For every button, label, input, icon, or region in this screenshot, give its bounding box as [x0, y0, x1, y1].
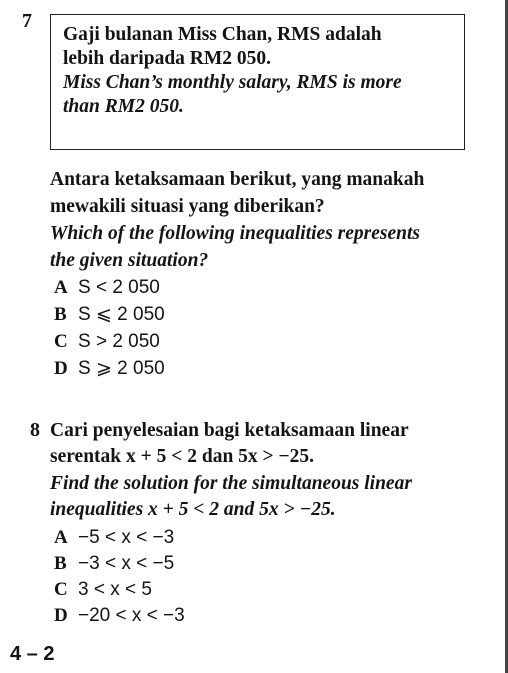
option-text: S < 2 050 — [78, 277, 160, 298]
option-letter: D — [54, 605, 68, 626]
question-8-stem-malay-1: Cari penyelesaian bagi ketaksamaan linear — [50, 420, 409, 441]
option-letter: A — [54, 527, 68, 548]
question-7-option-a[interactable] — [54, 276, 160, 300]
question-7-stem-english-2: the given situation? — [50, 250, 209, 271]
option-text: S ⩽ 2 050 — [78, 304, 165, 325]
option-letter: A — [54, 277, 68, 298]
option-letter: C — [54, 331, 68, 352]
page-number: 4 – 2 — [10, 643, 55, 665]
info-box-line-2: lebih daripada RM2 050. — [63, 48, 272, 69]
question-7-number: 7 — [22, 10, 32, 32]
question-8-option-c[interactable] — [54, 578, 152, 602]
question-8-number: 8 — [30, 419, 40, 441]
question-8-stem-english-2: inequalities x + 5 < 2 and 5x > −25. — [50, 499, 336, 520]
question-8-stem-malay-2: serentak x + 5 < 2 dan 5x > −25. — [50, 446, 315, 467]
question-8-stem-english-1: Find the solution for the simultaneous linear — [50, 473, 412, 494]
question-7-stem-malay-1: Antara ketaksamaan berikut, yang manakah — [50, 169, 425, 190]
question-7-stem-malay-2: mewakili situasi yang diberikan? — [50, 196, 325, 217]
question-7-option-b[interactable] — [54, 303, 165, 327]
info-box-line-1: Gaji bulanan Miss Chan, RMS adalah — [63, 24, 382, 45]
question-7-info-box — [50, 14, 465, 150]
question-8-option-d[interactable] — [54, 604, 185, 628]
option-text: −20 < x < −3 — [78, 605, 185, 626]
question-7-option-c[interactable] — [54, 330, 160, 354]
option-text: S > 2 050 — [78, 331, 160, 352]
option-letter: B — [54, 553, 67, 574]
info-box-line-3: Miss Chan’s monthly salary, RMS is more — [63, 72, 402, 93]
info-box-line-4: than RM2 050. — [63, 96, 184, 117]
option-letter: D — [54, 358, 68, 379]
option-text: −5 < x < −3 — [78, 527, 175, 548]
option-text: 3 < x < 5 — [78, 579, 152, 600]
option-text: S ⩾ 2 050 — [78, 358, 165, 379]
question-7-option-d[interactable] — [54, 357, 165, 381]
question-8-option-a[interactable] — [54, 526, 174, 550]
option-text: −3 < x < −5 — [78, 553, 175, 574]
question-8-option-b[interactable] — [54, 552, 174, 576]
option-letter: B — [54, 304, 67, 325]
option-letter: C — [54, 579, 68, 600]
question-7-stem-english-1: Which of the following inequalities represents — [50, 223, 420, 244]
